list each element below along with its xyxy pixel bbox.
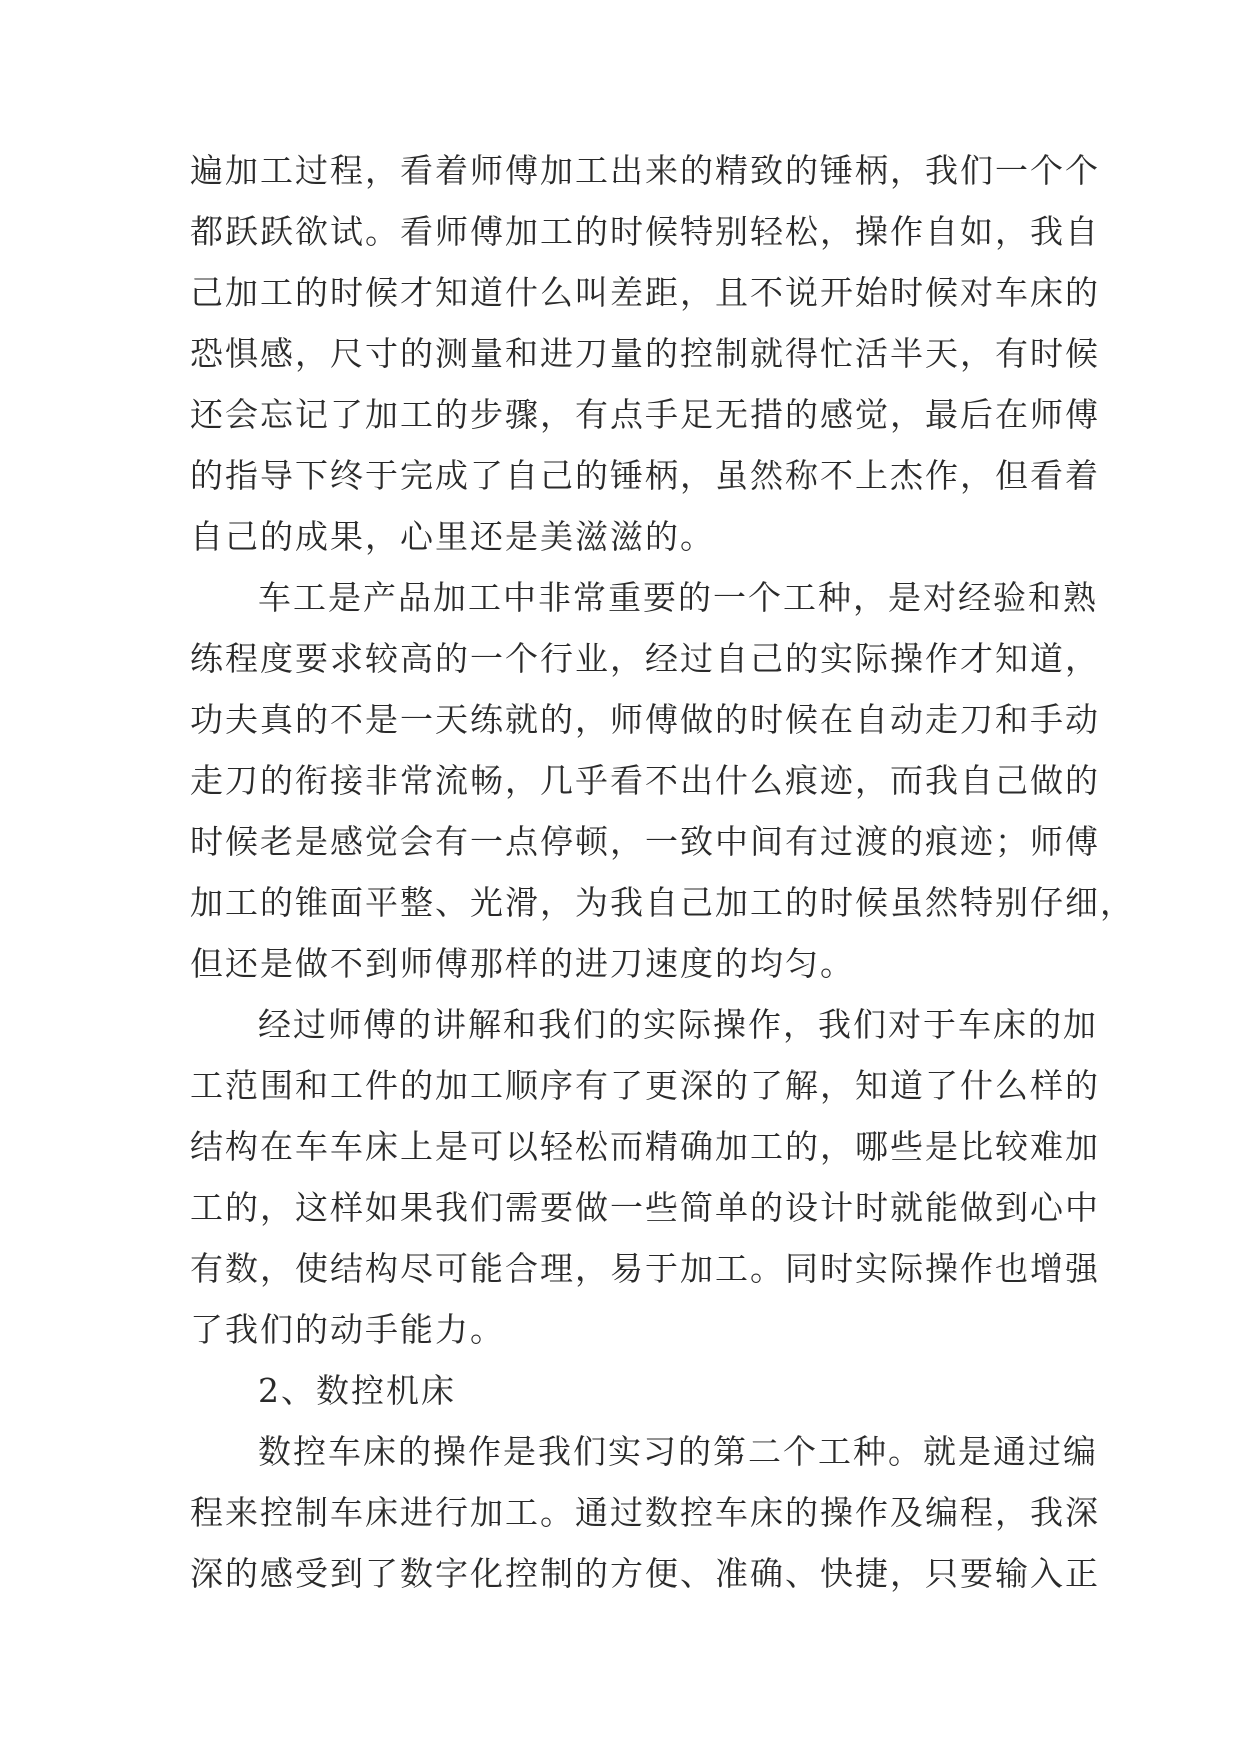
text-line: 遍加工过程，看着师傅加工出来的精致的锤柄，我们一个个 — [190, 151, 1100, 190]
text-line: 工范围和工件的加工顺序有了更深的了解，知道了什么样的 — [190, 1066, 1100, 1105]
text-line: 练程度要求较高的一个行业，经过自己的实际操作才知道， — [190, 639, 1100, 678]
text-line: 有数，使结构尽可能合理，易于加工。同时实际操作也增强 — [190, 1249, 1100, 1288]
text-line: 了我们的动手能力。 — [190, 1310, 505, 1349]
text-line: 都跃跃欲试。看师傅加工的时候特别轻松，操作自如，我自 — [190, 212, 1100, 251]
text-line: 加工的锥面平整、光滑，为我自己加工的时候虽然特别仔细， — [190, 883, 1135, 922]
text-line: 走刀的衔接非常流畅，几乎看不出什么痕迹，而我自己做的 — [190, 761, 1100, 800]
text-line: 自己的成果，心里还是美滋滋的。 — [190, 517, 715, 556]
text-line: 深的感受到了数字化控制的方便、准确、快捷，只要输入正 — [190, 1554, 1100, 1593]
section-heading: 2、数控机床 — [258, 1371, 456, 1410]
text-line: 但还是做不到师傅那样的进刀速度的均匀。 — [190, 944, 855, 983]
text-line: 工的，这样如果我们需要做一些简单的设计时就能做到心中 — [190, 1188, 1100, 1227]
paragraph-start-line: 经过师傅的讲解和我们的实际操作，我们对于车床的加 — [258, 1005, 1098, 1044]
text-line: 的指导下终于完成了自己的锤柄，虽然称不上杰作，但看着 — [190, 456, 1100, 495]
text-line: 恐惧感，尺寸的测量和进刀量的控制就得忙活半天，有时候 — [190, 334, 1100, 373]
paragraph-start-line: 车工是产品加工中非常重要的一个工种，是对经验和熟 — [258, 578, 1098, 617]
text-line: 结构在车车床上是可以轻松而精确加工的，哪些是比较难加 — [190, 1127, 1100, 1166]
text-line: 程来控制车床进行加工。通过数控车床的操作及编程，我深 — [190, 1493, 1100, 1532]
text-line: 功夫真的不是一天练就的，师傅做的时候在自动走刀和手动 — [190, 700, 1100, 739]
text-line: 时候老是感觉会有一点停顿，一致中间有过渡的痕迹；师傅 — [190, 822, 1100, 861]
text-line: 还会忘记了加工的步骤，有点手足无措的感觉，最后在师傅 — [190, 395, 1100, 434]
text-line: 己加工的时候才知道什么叫差距，且不说开始时候对车床的 — [190, 273, 1100, 312]
paragraph-start-line: 数控车床的操作是我们实习的第二个工种。就是通过编 — [258, 1432, 1098, 1471]
